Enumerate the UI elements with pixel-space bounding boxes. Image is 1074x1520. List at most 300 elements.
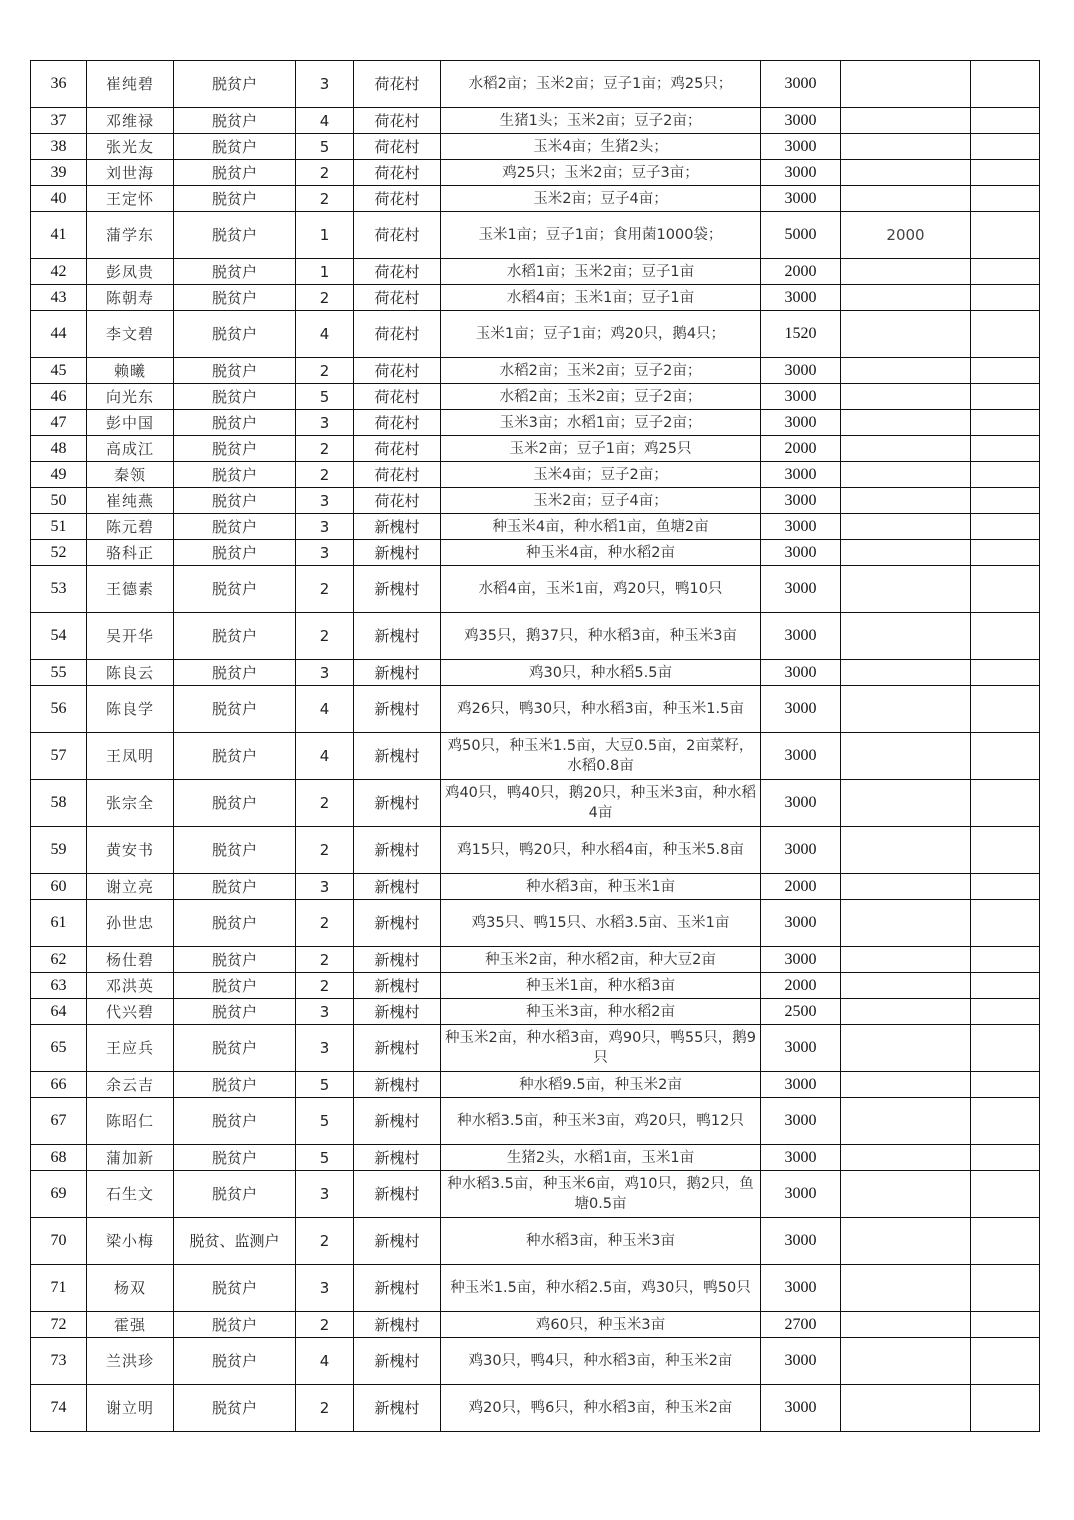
member-count: 2 — [296, 285, 354, 311]
amount: 3000 — [761, 780, 841, 827]
row-number: 40 — [31, 186, 87, 212]
member-count: 1 — [296, 212, 354, 259]
row-number: 55 — [31, 660, 87, 686]
amount: 3000 — [761, 686, 841, 733]
production-description: 种水稻3.5亩，种玉米6亩，鸡10只，鹅2只，鱼塘0.5亩 — [441, 1171, 761, 1218]
member-count: 5 — [296, 1072, 354, 1098]
row-number: 51 — [31, 514, 87, 540]
extra-amount — [841, 186, 971, 212]
table-row — [31, 900, 1040, 947]
amount: 3000 — [761, 1072, 841, 1098]
village-name: 荷花村 — [354, 462, 441, 488]
household-type: 脱贫户 — [174, 874, 296, 900]
production-description: 玉米1亩；豆子1亩；食用菌1000袋； — [441, 212, 761, 259]
household-type: 脱贫户 — [174, 134, 296, 160]
table-row — [31, 186, 1040, 212]
household-type: 脱贫户 — [174, 1385, 296, 1432]
production-description: 鸡35只，鹅37只，种水稻3亩，种玉米3亩 — [441, 613, 761, 660]
extra-amount — [841, 947, 971, 973]
household-name: 李文碧 — [87, 311, 174, 358]
village-name: 新槐村 — [354, 566, 441, 613]
production-description: 玉米2亩；豆子4亩； — [441, 186, 761, 212]
remark — [971, 660, 1040, 686]
village-name: 新槐村 — [354, 1098, 441, 1145]
production-description: 鸡40只，鸭40只，鹅20只，种玉米3亩，种水稻4亩 — [441, 780, 761, 827]
production-description: 鸡25只；玉米2亩；豆子3亩； — [441, 160, 761, 186]
table-row — [31, 780, 1040, 827]
row-number: 37 — [31, 108, 87, 134]
village-name: 荷花村 — [354, 384, 441, 410]
production-description: 种玉米4亩，种水稻1亩，鱼塘2亩 — [441, 514, 761, 540]
household-name: 陈良学 — [87, 686, 174, 733]
village-name: 新槐村 — [354, 613, 441, 660]
amount: 3000 — [761, 384, 841, 410]
village-name: 荷花村 — [354, 61, 441, 108]
amount: 3000 — [761, 410, 841, 436]
household-name: 谢立明 — [87, 1385, 174, 1432]
extra-amount — [841, 1025, 971, 1072]
extra-amount — [841, 874, 971, 900]
remark — [971, 827, 1040, 874]
row-number: 65 — [31, 1025, 87, 1072]
amount: 3000 — [761, 1171, 841, 1218]
table-row — [31, 1072, 1040, 1098]
production-description: 生猪1头；玉米2亩；豆子2亩； — [441, 108, 761, 134]
extra-amount — [841, 613, 971, 660]
table-row — [31, 1098, 1040, 1145]
row-number: 48 — [31, 436, 87, 462]
member-count: 3 — [296, 488, 354, 514]
table-row — [31, 973, 1040, 999]
member-count: 2 — [296, 947, 354, 973]
table-row — [31, 660, 1040, 686]
table-row — [31, 874, 1040, 900]
remark — [971, 108, 1040, 134]
production-description: 水稻4亩，玉米1亩，鸡20只，鸭10只 — [441, 566, 761, 613]
household-name: 崔纯碧 — [87, 61, 174, 108]
amount: 3000 — [761, 514, 841, 540]
production-description: 鸡50只，种玉米1.5亩，大豆0.5亩，2亩菜籽，水稻0.8亩 — [441, 733, 761, 780]
household-type: 脱贫户 — [174, 61, 296, 108]
member-count: 5 — [296, 1145, 354, 1171]
production-description: 种玉米4亩，种水稻2亩 — [441, 540, 761, 566]
amount: 3000 — [761, 462, 841, 488]
village-name: 荷花村 — [354, 358, 441, 384]
extra-amount — [841, 259, 971, 285]
remark — [971, 410, 1040, 436]
row-number: 46 — [31, 384, 87, 410]
village-name: 荷花村 — [354, 285, 441, 311]
household-type: 脱贫户 — [174, 1312, 296, 1338]
member-count: 2 — [296, 186, 354, 212]
table-row — [31, 436, 1040, 462]
remark — [971, 1025, 1040, 1072]
household-name: 邓维禄 — [87, 108, 174, 134]
household-type: 脱贫户 — [174, 660, 296, 686]
production-description: 鸡30只，种水稻5.5亩 — [441, 660, 761, 686]
member-count: 2 — [296, 973, 354, 999]
village-name: 新槐村 — [354, 1025, 441, 1072]
village-name: 新槐村 — [354, 1145, 441, 1171]
remark — [971, 311, 1040, 358]
production-description: 水稻4亩；玉米1亩；豆子1亩 — [441, 285, 761, 311]
row-number: 66 — [31, 1072, 87, 1098]
amount: 3000 — [761, 900, 841, 947]
row-number: 49 — [31, 462, 87, 488]
amount: 3000 — [761, 1025, 841, 1072]
table-row — [31, 566, 1040, 613]
household-type: 脱贫户 — [174, 1145, 296, 1171]
household-type: 脱贫户 — [174, 160, 296, 186]
table-row — [31, 1338, 1040, 1385]
row-number: 72 — [31, 1312, 87, 1338]
member-count: 3 — [296, 1171, 354, 1218]
household-type: 脱贫户 — [174, 900, 296, 947]
extra-amount — [841, 1265, 971, 1312]
household-name: 陈昭仁 — [87, 1098, 174, 1145]
remark — [971, 134, 1040, 160]
household-name: 王凤明 — [87, 733, 174, 780]
household-name: 赖曦 — [87, 358, 174, 384]
table-row — [31, 134, 1040, 160]
household-name: 谢立亮 — [87, 874, 174, 900]
production-description: 鸡26只，鸭30只，种水稻3亩，种玉米1.5亩 — [441, 686, 761, 733]
member-count: 2 — [296, 1218, 354, 1265]
extra-amount — [841, 311, 971, 358]
remark — [971, 436, 1040, 462]
table-row — [31, 613, 1040, 660]
household-type: 脱贫、监测户 — [174, 1218, 296, 1265]
remark — [971, 514, 1040, 540]
production-description: 玉米3亩；水稻1亩；豆子2亩； — [441, 410, 761, 436]
village-name: 荷花村 — [354, 410, 441, 436]
household-type: 脱贫户 — [174, 733, 296, 780]
remark — [971, 1171, 1040, 1218]
production-description: 种玉米3亩，种水稻2亩 — [441, 999, 761, 1025]
household-name: 余云吉 — [87, 1072, 174, 1098]
member-count: 3 — [296, 660, 354, 686]
household-type: 脱贫户 — [174, 947, 296, 973]
village-name: 新槐村 — [354, 999, 441, 1025]
member-count: 4 — [296, 108, 354, 134]
extra-amount — [841, 973, 971, 999]
production-description: 种水稻3亩，种玉米1亩 — [441, 874, 761, 900]
remark — [971, 900, 1040, 947]
remark — [971, 160, 1040, 186]
production-description: 种玉米1亩，种水稻3亩 — [441, 973, 761, 999]
household-type: 脱贫户 — [174, 1338, 296, 1385]
village-name: 新槐村 — [354, 1171, 441, 1218]
amount: 3000 — [761, 1338, 841, 1385]
remark — [971, 358, 1040, 384]
household-type: 脱贫户 — [174, 462, 296, 488]
member-count: 5 — [296, 384, 354, 410]
extra-amount — [841, 1145, 971, 1171]
member-count: 3 — [296, 874, 354, 900]
table-row — [31, 1171, 1040, 1218]
village-name: 新槐村 — [354, 1265, 441, 1312]
household-name: 高成江 — [87, 436, 174, 462]
village-name: 新槐村 — [354, 874, 441, 900]
production-description: 种水稻3.5亩，种玉米3亩，鸡20只，鸭12只 — [441, 1098, 761, 1145]
amount: 3000 — [761, 285, 841, 311]
row-number: 53 — [31, 566, 87, 613]
member-count: 3 — [296, 1025, 354, 1072]
village-name: 新槐村 — [354, 1338, 441, 1385]
household-type: 脱贫户 — [174, 108, 296, 134]
amount: 3000 — [761, 1098, 841, 1145]
household-type: 脱贫户 — [174, 384, 296, 410]
household-name: 杨仕碧 — [87, 947, 174, 973]
production-description: 种玉米2亩，种水稻3亩，鸡90只，鸭55只，鹅9只 — [441, 1025, 761, 1072]
village-name: 荷花村 — [354, 488, 441, 514]
remark — [971, 1218, 1040, 1265]
remark — [971, 488, 1040, 514]
row-number: 43 — [31, 285, 87, 311]
household-name: 吴开华 — [87, 613, 174, 660]
amount: 3000 — [761, 660, 841, 686]
amount: 3000 — [761, 566, 841, 613]
member-count: 2 — [296, 613, 354, 660]
extra-amount — [841, 780, 971, 827]
row-number: 50 — [31, 488, 87, 514]
household-type: 脱贫户 — [174, 259, 296, 285]
village-name: 荷花村 — [354, 160, 441, 186]
amount: 3000 — [761, 1385, 841, 1432]
extra-amount — [841, 384, 971, 410]
household-type: 脱贫户 — [174, 212, 296, 259]
row-number: 63 — [31, 973, 87, 999]
household-type: 脱贫户 — [174, 436, 296, 462]
production-description: 玉米2亩；豆子1亩；鸡25只 — [441, 436, 761, 462]
table-row — [31, 212, 1040, 259]
production-description: 生猪2头，水稻1亩，玉米1亩 — [441, 1145, 761, 1171]
household-name: 秦领 — [87, 462, 174, 488]
household-name: 代兴碧 — [87, 999, 174, 1025]
household-type: 脱贫户 — [174, 1171, 296, 1218]
household-name: 陈元碧 — [87, 514, 174, 540]
row-number: 44 — [31, 311, 87, 358]
amount: 3000 — [761, 1265, 841, 1312]
amount: 3000 — [761, 1145, 841, 1171]
village-name: 荷花村 — [354, 186, 441, 212]
remark — [971, 613, 1040, 660]
remark — [971, 540, 1040, 566]
household-name: 蒲加新 — [87, 1145, 174, 1171]
household-type: 脱贫户 — [174, 1025, 296, 1072]
member-count: 3 — [296, 514, 354, 540]
amount: 3000 — [761, 134, 841, 160]
remark — [971, 212, 1040, 259]
household-name: 张光友 — [87, 134, 174, 160]
amount: 2000 — [761, 259, 841, 285]
household-name: 张宗全 — [87, 780, 174, 827]
amount: 2000 — [761, 874, 841, 900]
remark — [971, 259, 1040, 285]
remark — [971, 384, 1040, 410]
amount: 3000 — [761, 540, 841, 566]
remark — [971, 733, 1040, 780]
remark — [971, 61, 1040, 108]
amount: 3000 — [761, 613, 841, 660]
household-name: 蒲学东 — [87, 212, 174, 259]
household-type: 脱贫户 — [174, 311, 296, 358]
member-count: 3 — [296, 1265, 354, 1312]
extra-amount — [841, 285, 971, 311]
table-row — [31, 1385, 1040, 1432]
amount: 3000 — [761, 947, 841, 973]
production-description: 鸡20只，鸭6只，种水稻3亩，种玉米2亩 — [441, 1385, 761, 1432]
village-name: 荷花村 — [354, 259, 441, 285]
household-name: 霍强 — [87, 1312, 174, 1338]
household-type: 脱贫户 — [174, 1098, 296, 1145]
table-row — [31, 259, 1040, 285]
household-name: 向光东 — [87, 384, 174, 410]
row-number: 70 — [31, 1218, 87, 1265]
member-count: 4 — [296, 1338, 354, 1385]
household-type: 脱贫户 — [174, 540, 296, 566]
table-row — [31, 999, 1040, 1025]
remark — [971, 1338, 1040, 1385]
row-number: 74 — [31, 1385, 87, 1432]
household-name: 骆科正 — [87, 540, 174, 566]
production-description: 玉米4亩；生猪2头； — [441, 134, 761, 160]
member-count: 2 — [296, 566, 354, 613]
member-count: 4 — [296, 686, 354, 733]
member-count: 4 — [296, 311, 354, 358]
extra-amount — [841, 566, 971, 613]
member-count: 2 — [296, 900, 354, 947]
member-count: 2 — [296, 358, 354, 384]
extra-amount — [841, 1312, 971, 1338]
remark — [971, 1265, 1040, 1312]
household-type: 脱贫户 — [174, 613, 296, 660]
extra-amount — [841, 1338, 971, 1385]
member-count: 4 — [296, 733, 354, 780]
remark — [971, 285, 1040, 311]
row-number: 38 — [31, 134, 87, 160]
household-type: 脱贫户 — [174, 973, 296, 999]
table-body — [31, 61, 1040, 1432]
row-number: 64 — [31, 999, 87, 1025]
table-row — [31, 488, 1040, 514]
row-number: 73 — [31, 1338, 87, 1385]
production-description: 水稻2亩；玉米2亩；豆子1亩；鸡25只； — [441, 61, 761, 108]
village-name: 荷花村 — [354, 436, 441, 462]
village-name: 新槐村 — [354, 733, 441, 780]
member-count: 3 — [296, 999, 354, 1025]
table-row — [31, 410, 1040, 436]
table-row — [31, 827, 1040, 874]
extra-amount — [841, 358, 971, 384]
member-count: 5 — [296, 1098, 354, 1145]
household-type: 脱贫户 — [174, 186, 296, 212]
extra-amount — [841, 827, 971, 874]
remark — [971, 1072, 1040, 1098]
extra-amount — [841, 733, 971, 780]
village-name: 新槐村 — [354, 686, 441, 733]
amount: 3000 — [761, 358, 841, 384]
table-row — [31, 540, 1040, 566]
row-number: 52 — [31, 540, 87, 566]
row-number: 68 — [31, 1145, 87, 1171]
extra-amount — [841, 488, 971, 514]
row-number: 58 — [31, 780, 87, 827]
household-type: 脱贫户 — [174, 827, 296, 874]
table-row — [31, 384, 1040, 410]
table-row — [31, 285, 1040, 311]
household-name: 崔纯燕 — [87, 488, 174, 514]
production-description: 鸡60只，种玉米3亩 — [441, 1312, 761, 1338]
extra-amount — [841, 686, 971, 733]
household-type: 脱贫户 — [174, 1265, 296, 1312]
table-row — [31, 1145, 1040, 1171]
village-name: 新槐村 — [354, 540, 441, 566]
production-description: 玉米2亩；豆子4亩； — [441, 488, 761, 514]
extra-amount — [841, 436, 971, 462]
village-name: 新槐村 — [354, 780, 441, 827]
row-number: 60 — [31, 874, 87, 900]
amount: 3000 — [761, 1218, 841, 1265]
extra-amount — [841, 540, 971, 566]
household-type: 脱贫户 — [174, 999, 296, 1025]
member-count: 2 — [296, 160, 354, 186]
remark — [971, 973, 1040, 999]
village-name: 荷花村 — [354, 311, 441, 358]
table-row — [31, 1265, 1040, 1312]
household-name: 陈良云 — [87, 660, 174, 686]
household-type: 脱贫户 — [174, 1072, 296, 1098]
household-name: 石生文 — [87, 1171, 174, 1218]
member-count: 3 — [296, 540, 354, 566]
household-name: 兰洪珍 — [87, 1338, 174, 1385]
household-name: 王定怀 — [87, 186, 174, 212]
household-name: 梁小梅 — [87, 1218, 174, 1265]
village-name: 新槐村 — [354, 947, 441, 973]
member-count: 1 — [296, 259, 354, 285]
extra-amount — [841, 61, 971, 108]
extra-amount — [841, 999, 971, 1025]
village-name: 新槐村 — [354, 900, 441, 947]
amount: 2000 — [761, 436, 841, 462]
table-row — [31, 462, 1040, 488]
extra-amount — [841, 514, 971, 540]
production-description: 鸡30只，鸭4只，种水稻3亩，种玉米2亩 — [441, 1338, 761, 1385]
remark — [971, 1098, 1040, 1145]
remark — [971, 999, 1040, 1025]
production-description: 水稻1亩；玉米2亩；豆子1亩 — [441, 259, 761, 285]
remark — [971, 1385, 1040, 1432]
table-row — [31, 1025, 1040, 1072]
household-name: 黄安书 — [87, 827, 174, 874]
production-description: 种水稻9.5亩，种玉米2亩 — [441, 1072, 761, 1098]
member-count: 3 — [296, 410, 354, 436]
household-table — [30, 60, 1040, 1432]
row-number: 61 — [31, 900, 87, 947]
remark — [971, 947, 1040, 973]
row-number: 36 — [31, 61, 87, 108]
row-number: 45 — [31, 358, 87, 384]
row-number: 47 — [31, 410, 87, 436]
household-name: 刘世海 — [87, 160, 174, 186]
extra-amount — [841, 160, 971, 186]
row-number: 42 — [31, 259, 87, 285]
remark — [971, 1145, 1040, 1171]
row-number: 41 — [31, 212, 87, 259]
village-name: 新槐村 — [354, 514, 441, 540]
household-type: 脱贫户 — [174, 780, 296, 827]
table-row — [31, 514, 1040, 540]
